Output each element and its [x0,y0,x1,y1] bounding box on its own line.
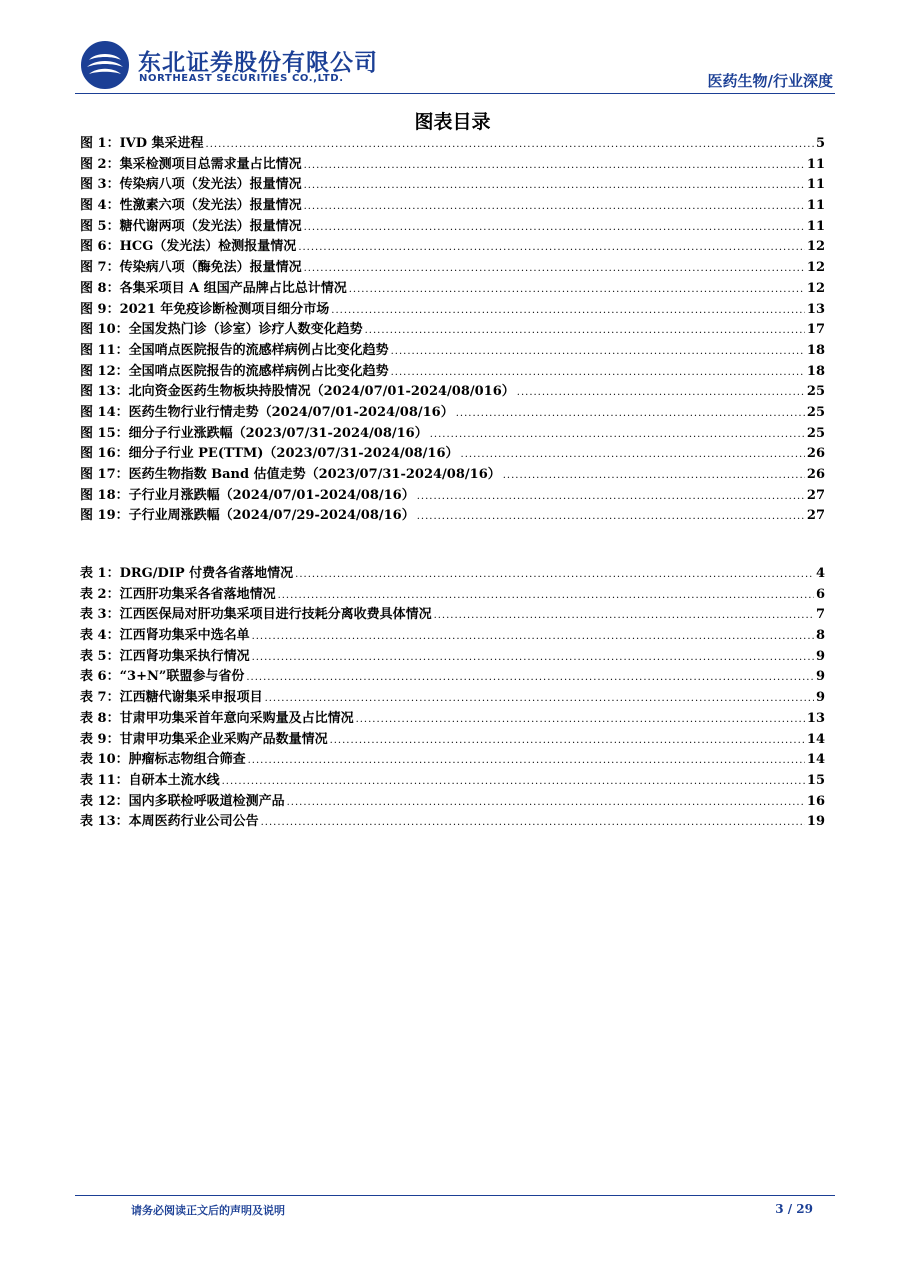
toc-entry-page: 26 [806,467,825,482]
figure-entry[interactable] [80,237,825,258]
figure-entry[interactable] [80,196,825,217]
toc-entry-label: 表 11：自研本土流水线 [80,772,220,788]
table-entry[interactable] [80,647,825,668]
dot-leader [430,425,805,446]
dot-leader [304,156,805,177]
table-entry[interactable] [80,688,825,709]
toc-entry-label: 图 8：各集采项目 A 组国产品牌占比总计情况 [80,280,347,296]
toc-entry-page: 6 [815,586,825,602]
report-category: 医药生物/行业深度 [707,72,833,90]
dot-leader [304,197,805,218]
dot-leader [304,218,805,239]
figure-entry[interactable] [80,300,825,321]
toc-entry-page: 15 [806,772,825,788]
toc-entry-label: 表 10：肿瘤标志物组合筛查 [80,752,246,768]
table-entry[interactable] [80,585,825,606]
company-name-cn: 东北证券股份有限公司 [138,50,378,76]
toc-entry-label: 图 14：医药生物行业行情走势（2024/07/01-2024/08/16） [80,404,454,420]
figure-entry[interactable] [80,382,825,403]
dot-leader [265,689,814,710]
toc-entry-page: 5 [815,136,825,151]
northeast-securities-logo-icon [80,40,130,90]
dot-leader [365,321,805,342]
dot-leader [417,487,805,508]
toc-entry-page: 14 [806,731,825,747]
dot-leader [295,565,814,586]
toc-entry-page: 16 [806,793,825,809]
toc-entry-label: 表 9：甘肃甲功集采企业采购产品数量情况 [80,731,328,747]
toc-entry-label: 图 15：细分子行业涨跌幅（2023/07/31-2024/08/16） [80,425,428,441]
dot-leader [330,731,805,752]
toc-entry-label: 表 2：江西肝功集采各省落地情况 [80,586,276,602]
toc-title: 图表目录 [414,111,491,133]
toc-entry-label: 表 4：江西肾功集采中选名单 [80,628,250,644]
page-total: 29 [796,1202,813,1216]
toc-entry-page: 17 [806,322,825,338]
toc-entry-page: 27 [806,508,825,524]
company-name-en: NORTHEAST SECURITIES CO.,LTD. [139,73,344,84]
dot-leader [503,466,805,487]
figure-entry[interactable] [80,403,825,424]
toc-entry-page: 9 [815,690,825,706]
toc-entry-page: 25 [806,384,825,400]
toc-entry-page: 11 [806,218,825,234]
toc-entry-page: 19 [806,814,825,830]
figure-list [80,134,825,527]
dot-leader [417,507,805,528]
page-number: 3 / 29 [775,1202,813,1216]
toc-entry-label: 图 12：全国哨点医院报告的流感样病例占比变化趋势 [80,363,389,379]
toc-entry-label: 图 9：2021 年免疫诊断检测项目细分市场 [80,301,330,317]
figure-entry[interactable] [80,279,825,300]
dot-leader [461,445,805,466]
toc-entry-label: 图 2：集采检测项目总需求量占比情况 [80,156,302,172]
figure-entry[interactable] [80,134,825,155]
dot-leader [222,772,805,793]
dot-leader [206,135,814,156]
toc-entry-page: 9 [815,669,825,685]
toc-entry-label: 图 17：医药生物指数 Band 估值走势（2023/07/31-2024/08/16） [80,467,501,482]
table-entry[interactable] [80,812,825,833]
toc-entry-label: 图 19：子行业周涨跌幅（2024/07/29-2024/08/16） [80,508,415,524]
figure-entry[interactable] [80,424,825,445]
dot-leader [434,606,814,627]
dot-leader [287,793,805,814]
toc-entry-label: 图 13：北向资金医药生物板块持股情况（2024/07/01-2024/08/016） [80,384,515,400]
toc-entry-page: 8 [815,628,825,644]
table-entry[interactable] [80,792,825,813]
figure-entry[interactable] [80,506,825,527]
toc-entry-page: 7 [815,607,825,623]
figure-entry[interactable] [80,486,825,507]
toc-entry-page: 12 [806,260,825,276]
dot-leader [278,586,814,607]
figure-entry[interactable] [80,465,825,486]
toc-entry-label: 图 16：细分子行业 PE(TTM)（2023/07/31-2024/08/16） [80,446,459,462]
toc-entry-label: 表 12：国内多联检呼吸道检测产品 [80,793,285,809]
toc-entry-label: 表 6：“3+N”联盟参与省份 [80,669,245,685]
toc-entry-label: 表 8：甘肃甲功集采首年意向采购量及占比情况 [80,710,354,726]
toc-entry-page: 27 [806,487,825,503]
footer-divider [75,1195,835,1196]
toc-entry-page: 18 [806,342,825,358]
figure-entry[interactable] [80,155,825,176]
toc-entry-label: 图 5：糖代谢两项（发光法）报量情况 [80,218,302,234]
figure-entry[interactable] [80,444,825,465]
toc-entry-label: 图 1：IVD 集采进程 [80,136,204,151]
toc-entry-page: 25 [806,404,825,420]
toc-entry-label: 图 3：传染病八项（发光法）报量情况 [80,177,302,193]
toc-entry-label: 表 1：DRG/DIP 付费各省落地情况 [80,566,294,581]
toc-entry-label: 表 13：本周医药行业公司公告 [80,814,259,830]
toc-entry-page: 18 [806,363,825,379]
toc-entry-page: 11 [806,198,825,214]
page-header [75,40,835,92]
toc-entry-label: 图 7：传染病八项（酶免法）报量情况 [80,260,302,276]
toc-entry-page: 26 [806,446,825,462]
dot-leader [261,813,805,834]
disclaimer-note: 请务必阅读正文后的声明及说明 [131,1204,285,1217]
table-entry[interactable] [80,626,825,647]
table-list [80,564,825,833]
dot-leader [252,627,814,648]
table-entry[interactable] [80,564,825,585]
table-entry[interactable] [80,667,825,688]
figure-entry[interactable] [80,320,825,341]
toc-entry-page: 12 [806,280,825,296]
figure-entry[interactable] [80,175,825,196]
toc-entry-page: 9 [815,648,825,664]
table-entry[interactable] [80,771,825,792]
toc-entry-label: 图 10：全国发热门诊（诊室）诊疗人数变化趋势 [80,322,363,338]
toc-entry-page: 11 [806,156,825,172]
toc-entry-page: 4 [815,566,825,581]
toc-entry-label: 图 18：子行业月涨跌幅（2024/07/01-2024/08/16） [80,487,415,503]
table-entry[interactable] [80,750,825,771]
figure-entry[interactable] [80,362,825,383]
dot-leader [304,176,805,197]
dot-leader [298,238,805,259]
table-entry[interactable] [80,730,825,751]
toc-entry-page: 25 [806,425,825,441]
figure-entry[interactable] [80,258,825,279]
dot-leader [304,259,805,280]
dot-leader [391,342,805,363]
toc-entry-page: 14 [806,752,825,768]
dot-leader [356,710,805,731]
toc-entry-label: 表 5：江西肾功集采执行情况 [80,648,250,664]
dot-leader [517,383,805,404]
table-entry[interactable] [80,709,825,730]
dot-leader [456,404,805,425]
toc-entry-page: 13 [806,301,825,317]
dot-leader [252,648,814,669]
figure-entry[interactable] [80,341,825,362]
header-divider [75,93,835,94]
toc-entry-page: 11 [806,177,825,193]
toc-entry-page: 12 [806,239,825,255]
dot-leader [248,751,805,772]
dot-leader [331,301,805,322]
dot-leader [391,363,805,384]
dot-leader [246,668,814,689]
dot-leader [349,280,805,301]
table-entry[interactable] [80,605,825,626]
toc-entry-label: 图 6：HCG（发光法）检测报量情况 [80,239,297,255]
figure-entry[interactable] [80,217,825,238]
toc-entry-page: 13 [806,710,825,726]
toc-entry-label: 图 4：性激素六项（发光法）报量情况 [80,198,302,214]
toc-entry-label: 表 3：江西医保局对肝功集采项目进行技耗分离收费具体情况 [80,607,432,623]
page-current: 3 [775,1202,784,1216]
toc-entry-label: 图 11：全国哨点医院报告的流感样病例占比变化趋势 [80,342,389,358]
toc-entry-label: 表 7：江西糖代谢集采申报项目 [80,690,263,706]
